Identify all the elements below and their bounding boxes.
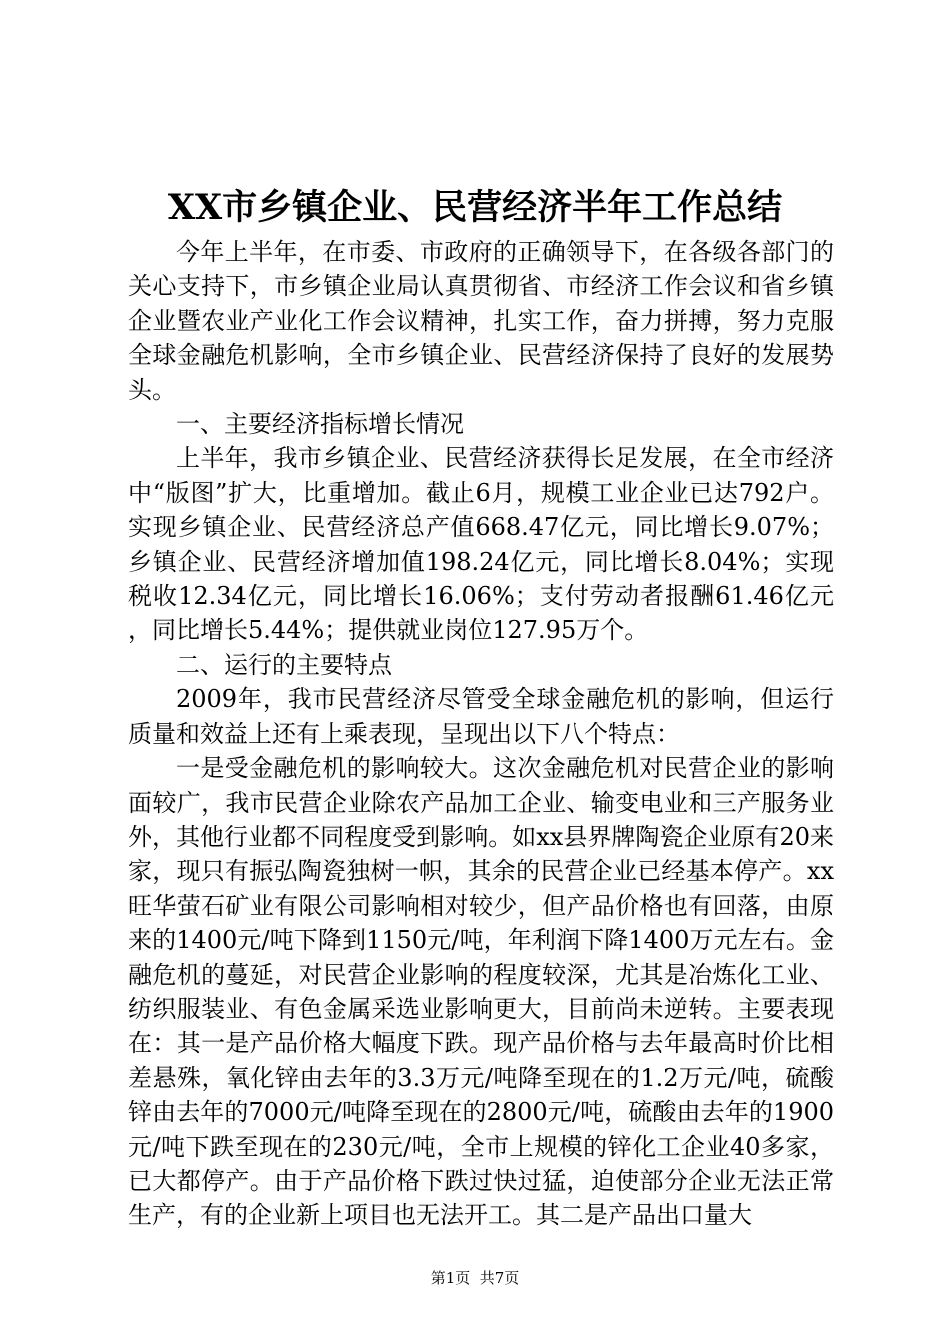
paragraph-features-intro: 2009年，我市民营经济尽管受全球金融危机的影响，但运行质量和效益上还有上乘表现，呈现出以下八个特点：: [128, 685, 834, 748]
section-heading-2: 二、运行的主要特点: [176, 650, 392, 679]
paragraph-indicators: 上半年，我市乡镇企业、民营经济获得长足发展，在全市经济中“版图”扩大，比重增加。截止6月，规模工业企业已达792户。实现乡镇企业、民营经济总产值668.47亿元，同比增长9.07%；乡镇企业、民营经济增加值198.24亿元，同比增长8.04%；实现税收12.34亿元，同比增长16.06%；支付劳动者报酬61.46亿元，同比增长5.44%；提供就业岗位127.95万个。: [128, 444, 834, 645]
document-body: [128, 235, 834, 1233]
page-number-footer: 第1页 共7页: [430, 1269, 520, 1287]
document-title: XX市乡镇企业、民营经济半年工作总结: [167, 187, 783, 228]
paragraph-intro: 今年上半年，在市委、市政府的正确领导下，在各级各部门的关心支持下，市乡镇企业局认真贯彻省、市经济工作会议和省乡镇企业暨农业产业化工作会议精神，扎实工作，奋力拼搏，努力克服全球金融危机影响，全市乡镇企业、民营经济保持了良好的发展势头。: [128, 238, 834, 404]
paragraph-feature-1: 一是受金融危机的影响较大。这次金融危机对民营企业的影响面较广，我市民营企业除农产品加工企业、输变电业和三产服务业外，其他行业都不同程度受到影响。如xx县界牌陶瓷企业原有20来家，现只有振弘陶瓷独树一帜，其余的民营企业已经基本停产。xx旺华萤石矿业有限公司影响相对较少，但产品价格也有回落，由原来的1400元/吨下降到1150元/吨，年利润下降1400万元左右。金融危机的蔓延，对民营企业影响的程度较深，尤其是冶炼化工业、纺织服装业、有色金属采选业影响更大，目前尚未逆转。主要表现在：其一是产品价格大幅度下跌。现产品价格与去年最高时价比相差悬殊，氧化锌由去年的3.3万元/吨降至现在的1.2万元/吨，硫酸锌由去年的7000元/吨降至现在的2800元/吨，硫酸由去年的1900元/吨下跌至现在的230元/吨，全市上规模的锌化工企业40多家，已大都停产。由于产品价格下跌过快过猛，迫使部分企业无法正常生产，有的企业新上项目也无法开工。其二是产品出口量大: [128, 754, 834, 1230]
section-heading-1: 一、主要经济指标增长情况: [176, 410, 464, 439]
